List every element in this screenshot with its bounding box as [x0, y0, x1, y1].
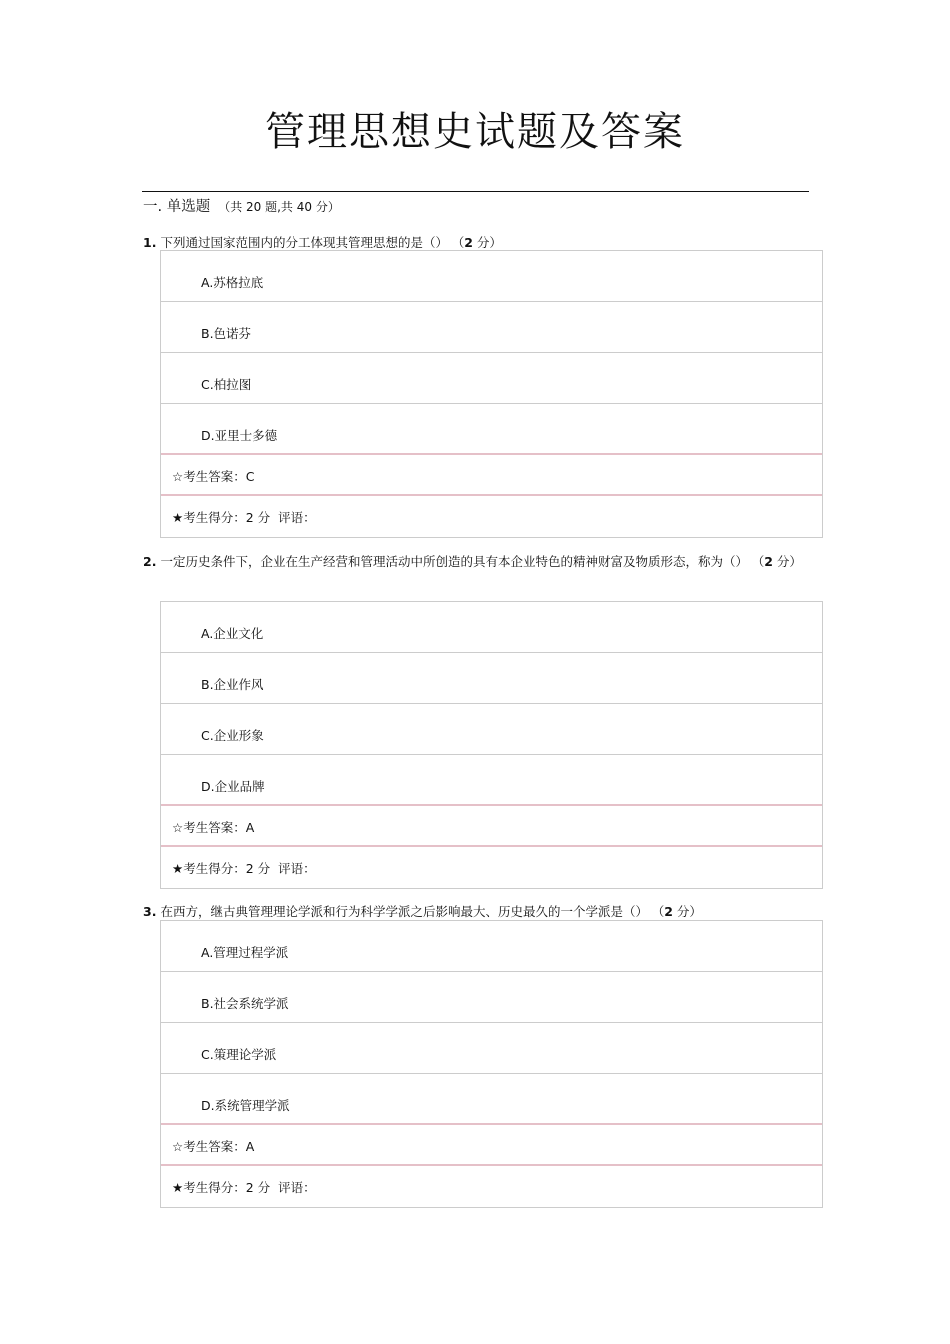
option-a[interactable]: A.企业文化 — [161, 602, 822, 653]
question-text: 一定历史条件下，企业在生产经营和管理活动中所创造的具有本企业特色的精神财富及物质形态，称为（） — [160, 554, 748, 569]
option-b[interactable]: B.社会系统学派 — [161, 972, 822, 1023]
question-score: （2 分） — [757, 554, 802, 569]
student-answer: ☆考生答案：A — [161, 1125, 822, 1166]
question-score: （2 分） — [457, 235, 502, 250]
option-a[interactable]: A.苏格拉底 — [161, 251, 822, 302]
option-c[interactable]: C.策理论学派 — [161, 1023, 822, 1074]
question-number: 3. — [143, 904, 157, 919]
student-score: ★考生得分：2 分 评语： — [172, 1180, 316, 1195]
section-title: 一. 单选题 — [143, 199, 211, 215]
page-title: 管理思想史试题及答案 — [265, 109, 685, 155]
section-summary: （共 20 题,共 40 分） — [218, 200, 340, 214]
question-number: 2. — [143, 554, 157, 569]
question-number: 1. — [143, 235, 157, 250]
option-a[interactable]: A.管理过程学派 — [161, 921, 822, 972]
student-score: ★考生得分：2 分 评语： — [172, 510, 316, 525]
question-score: （2 分） — [657, 904, 702, 919]
student-score: ★考生得分：2 分 评语： — [172, 861, 316, 876]
question-text: 在西方，继古典管理理论学派和行为科学学派之后影响最大、历史最久的一个学派是（） — [160, 904, 648, 919]
option-d[interactable]: D.亚里士多德 — [161, 404, 822, 455]
question-3-stem — [143, 902, 815, 922]
question-2-stem — [143, 546, 815, 578]
option-d[interactable]: D.企业品牌 — [161, 755, 822, 806]
student-answer: ☆考生答案：A — [161, 806, 822, 847]
option-c[interactable]: C.柏拉图 — [161, 353, 822, 404]
question-3-options — [160, 920, 823, 1208]
section-heading — [143, 197, 340, 217]
option-c[interactable]: C.企业形象 — [161, 704, 822, 755]
question-1-options — [160, 250, 823, 538]
student-answer: ☆考生答案：C — [161, 455, 822, 496]
option-b[interactable]: B.色诺芬 — [161, 302, 822, 353]
title-divider — [142, 191, 809, 192]
question-2-options — [160, 601, 823, 889]
question-text: 下列通过国家范围内的分工体现其管理思想的是（） — [160, 235, 448, 250]
option-d[interactable]: D.系统管理学派 — [161, 1074, 822, 1125]
option-b[interactable]: B.企业作风 — [161, 653, 822, 704]
